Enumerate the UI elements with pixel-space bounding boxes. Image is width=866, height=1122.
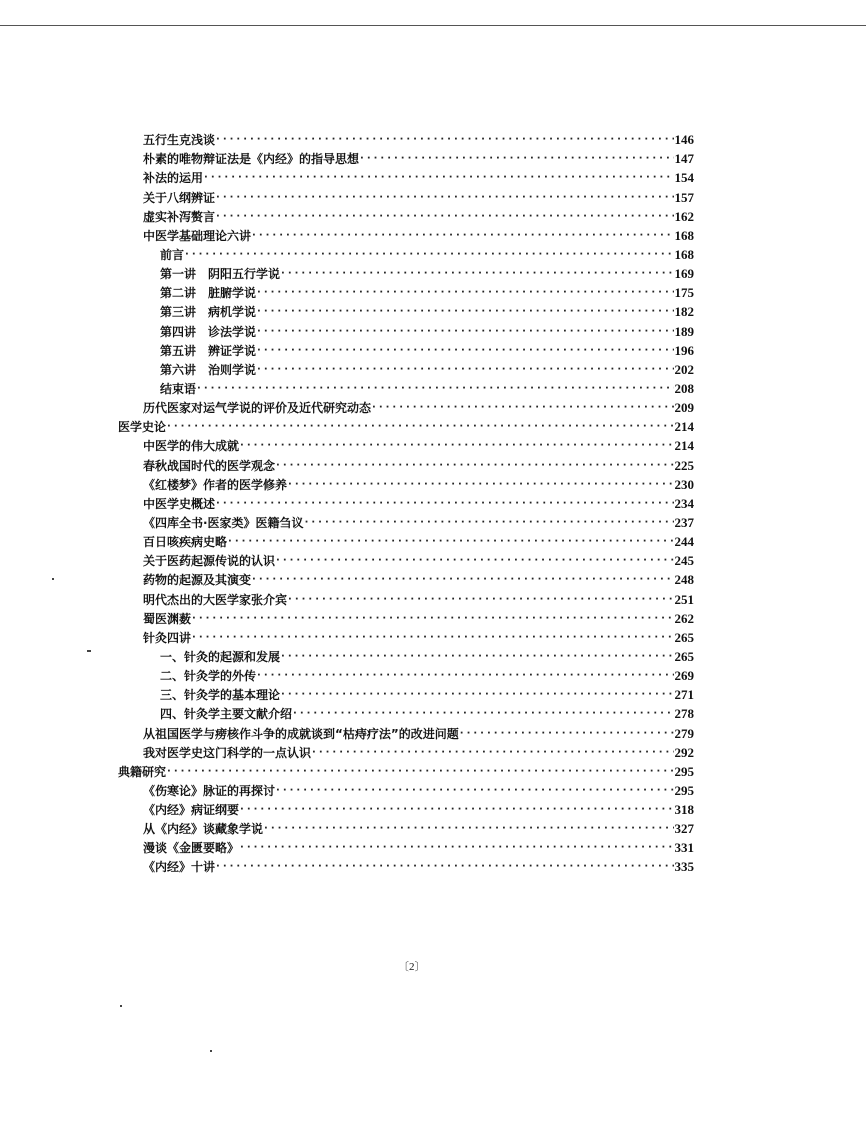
dot-leader (276, 459, 673, 473)
toc-entry (118, 664, 694, 683)
toc-entry-page: 278 (674, 706, 694, 722)
toc-entry (118, 549, 694, 568)
dot-leader (216, 497, 673, 511)
dot-leader (204, 171, 673, 185)
toc-entry (118, 587, 694, 606)
toc-entry-title: 第四讲 诊法学说 (160, 324, 257, 339)
toc-entry (118, 530, 694, 549)
toc-entry-page: 168 (674, 246, 694, 262)
toc-entry-page: 335 (674, 859, 694, 875)
dot-leader (240, 841, 673, 855)
dot-leader (228, 535, 673, 549)
dot-leader (185, 248, 673, 262)
toc-entry-title: 从祖国医学与痨核作斗争的成就谈到“枯痔疗法”的改进问题 (143, 726, 459, 741)
toc-entry-title: 补法的运用 (143, 171, 204, 186)
toc-entry-page: 331 (674, 840, 694, 856)
dot-leader (257, 344, 673, 358)
scan-speck (52, 578, 54, 580)
toc-entry-page: 262 (674, 610, 694, 626)
toc-entry-title: 我对医学史这门科学的一点认识 (143, 745, 312, 760)
toc-entry (118, 319, 694, 338)
dot-leader (264, 822, 673, 836)
toc-entry-page: 230 (674, 476, 694, 492)
toc-entry-title: 中医学的伟大成就 (143, 439, 240, 454)
toc-entry (118, 721, 694, 740)
toc-entry-page: 175 (674, 285, 694, 301)
dot-leader (216, 191, 673, 205)
toc-entry-page: 168 (674, 227, 694, 243)
toc-entry (118, 147, 694, 166)
toc-entry-title: 医学史论 (118, 420, 167, 435)
toc-entry-page: 265 (674, 648, 694, 664)
toc-entry (118, 128, 694, 147)
dot-leader (240, 439, 673, 453)
toc-entry-title: 典籍研究 (118, 764, 167, 779)
toc-entry-page: 154 (674, 170, 694, 186)
dot-leader (216, 210, 673, 224)
dot-leader (276, 784, 673, 798)
scan-speck (210, 1050, 212, 1052)
toc-entry-title: 《四库全书·医家类》医籍刍议 (143, 515, 304, 530)
toc-entry-page: 189 (674, 323, 694, 339)
dot-leader (257, 286, 673, 300)
dot-leader (192, 612, 673, 626)
toc-entry-title: 从《内经》谈藏象学说 (143, 822, 264, 837)
toc-entry-page: 214 (674, 438, 694, 454)
toc-entry-page: 146 (674, 132, 694, 148)
table-of-contents (118, 128, 694, 874)
dot-leader (276, 554, 673, 568)
toc-entry-title: 漫谈《金匮要略》 (143, 841, 240, 856)
toc-entry-title: 针灸四讲 (143, 630, 192, 645)
toc-entry-page: 251 (674, 591, 694, 607)
dot-leader (288, 478, 673, 492)
toc-entry (118, 224, 694, 243)
toc-entry (118, 817, 694, 836)
dot-leader (281, 688, 673, 702)
scan-speck (87, 650, 91, 652)
toc-entry (118, 855, 694, 874)
toc-entry-page: 214 (674, 419, 694, 435)
top-rule (0, 25, 866, 26)
toc-entry (118, 281, 694, 300)
toc-entry-title: 《伤寒论》脉证的再探讨 (143, 783, 276, 798)
toc-entry-title: 第六讲 治则学说 (160, 362, 257, 377)
dot-leader (293, 707, 673, 721)
toc-entry (118, 262, 694, 281)
dot-leader (257, 669, 673, 683)
toc-entry-page: 196 (674, 342, 694, 358)
toc-entry-page: 225 (674, 457, 694, 473)
toc-entry-page: 271 (674, 687, 694, 703)
toc-entry-title: 三、针灸学的基本理论 (160, 688, 281, 703)
toc-entry-title: 虚实补泻赘言 (143, 209, 216, 224)
dot-leader (460, 727, 674, 741)
toc-entry-title: 前言 (160, 247, 185, 262)
toc-entry-title: 第三讲 病机学说 (160, 305, 257, 320)
toc-entry (118, 798, 694, 817)
dot-leader (257, 305, 673, 319)
toc-entry (118, 741, 694, 760)
toc-entry (118, 645, 694, 664)
toc-entry (118, 205, 694, 224)
dot-leader (257, 325, 673, 339)
toc-entry (118, 568, 694, 587)
dot-leader (312, 746, 673, 760)
dot-leader (216, 133, 673, 147)
toc-entry-page: 162 (674, 208, 694, 224)
toc-entry (118, 358, 694, 377)
dot-leader (360, 152, 673, 166)
toc-entry-page: 234 (674, 495, 694, 511)
toc-entry-page: 245 (674, 553, 694, 569)
dot-leader (281, 267, 673, 281)
toc-entry-title: 五行生克浅谈 (143, 133, 216, 148)
toc-entry-title: 《红楼梦》作者的医学修养 (143, 477, 288, 492)
toc-entry-title: 第五讲 辨证学说 (160, 343, 257, 358)
toc-entry (118, 166, 694, 185)
toc-entry (118, 377, 694, 396)
toc-entry (118, 836, 694, 855)
toc-entry-page: 209 (674, 400, 694, 416)
toc-entry-page: 157 (674, 189, 694, 205)
toc-entry (118, 300, 694, 319)
toc-entry (118, 511, 694, 530)
page-number: 〔2〕 (398, 961, 426, 973)
toc-entry (118, 453, 694, 472)
toc-entry (118, 243, 694, 262)
dot-leader (192, 631, 673, 645)
toc-entry-title: 《内经》病证纲要 (143, 803, 240, 818)
toc-entry-page: 182 (674, 304, 694, 320)
toc-entry-title: 一、针灸的起源和发展 (160, 649, 281, 664)
toc-entry-page: 327 (674, 821, 694, 837)
toc-entry (118, 702, 694, 721)
dot-leader (167, 765, 673, 779)
toc-entry-page: 169 (674, 266, 694, 282)
toc-entry-title: 明代杰出的大医学家张介宾 (143, 592, 288, 607)
toc-entry-title: 中医学史概述 (143, 496, 216, 511)
toc-entry-page: 202 (674, 361, 694, 377)
toc-entry-page: 208 (674, 380, 694, 396)
toc-entry (118, 607, 694, 626)
dot-leader (216, 860, 673, 874)
toc-entry-page: 248 (674, 572, 694, 588)
toc-entry-page: 295 (674, 763, 694, 779)
toc-entry-title: 结束语 (160, 381, 197, 396)
dot-leader (281, 650, 673, 664)
toc-entry-title: 朴素的唯物辩证法是《内经》的指导思想 (143, 152, 360, 167)
toc-entry-title: 二、针灸学的外传 (160, 669, 257, 684)
toc-entry (118, 339, 694, 358)
toc-entry (118, 779, 694, 798)
dot-leader (372, 401, 673, 415)
dot-leader (288, 593, 673, 607)
dot-leader (197, 382, 673, 396)
toc-entry-title: 关于医药起源传说的认识 (143, 554, 276, 569)
scan-speck (120, 1005, 122, 1007)
dot-leader (305, 516, 674, 530)
toc-entry-title: 《内经》十讲 (143, 860, 216, 875)
toc-entry-title: 第一讲 阴阳五行学说 (160, 267, 281, 282)
toc-section-heading (118, 415, 694, 434)
toc-entry-title: 关于八纲辨证 (143, 190, 216, 205)
toc-entry-title: 春秋战国时代的医学观念 (143, 458, 276, 473)
toc-entry (118, 434, 694, 453)
toc-entry-title: 百日咳疾病史略 (143, 535, 228, 550)
toc-entry (118, 396, 694, 415)
toc-entry-title: 四、针灸学主要文献介绍 (160, 707, 293, 722)
toc-entry (118, 185, 694, 204)
dot-leader (252, 573, 673, 587)
toc-section-heading (118, 760, 694, 779)
toc-entry-page: 147 (674, 151, 694, 167)
toc-entry (118, 492, 694, 511)
toc-entry-page: 279 (674, 725, 694, 741)
toc-entry-title: 药物的起源及其演变 (143, 573, 252, 588)
dot-leader (252, 229, 673, 243)
dot-leader (240, 803, 673, 817)
toc-entry-page: 295 (674, 782, 694, 798)
toc-entry-page: 292 (674, 744, 694, 760)
toc-entry (118, 683, 694, 702)
dot-leader (167, 420, 673, 434)
toc-entry-page: 244 (674, 534, 694, 550)
dot-leader (257, 363, 673, 377)
toc-entry-title: 蜀医渊薮 (143, 611, 192, 626)
toc-entry-title: 历代医家对运气学说的评价及近代研究动态 (143, 401, 372, 416)
toc-entry-page: 265 (674, 629, 694, 645)
toc-entry-title: 中医学基础理论六讲 (143, 228, 252, 243)
toc-entry-page: 269 (674, 668, 694, 684)
toc-entry-page: 318 (674, 802, 694, 818)
toc-entry (118, 473, 694, 492)
toc-entry-page: 237 (674, 514, 694, 530)
toc-entry (118, 626, 694, 645)
toc-entry-title: 第二讲 脏腑学说 (160, 286, 257, 301)
